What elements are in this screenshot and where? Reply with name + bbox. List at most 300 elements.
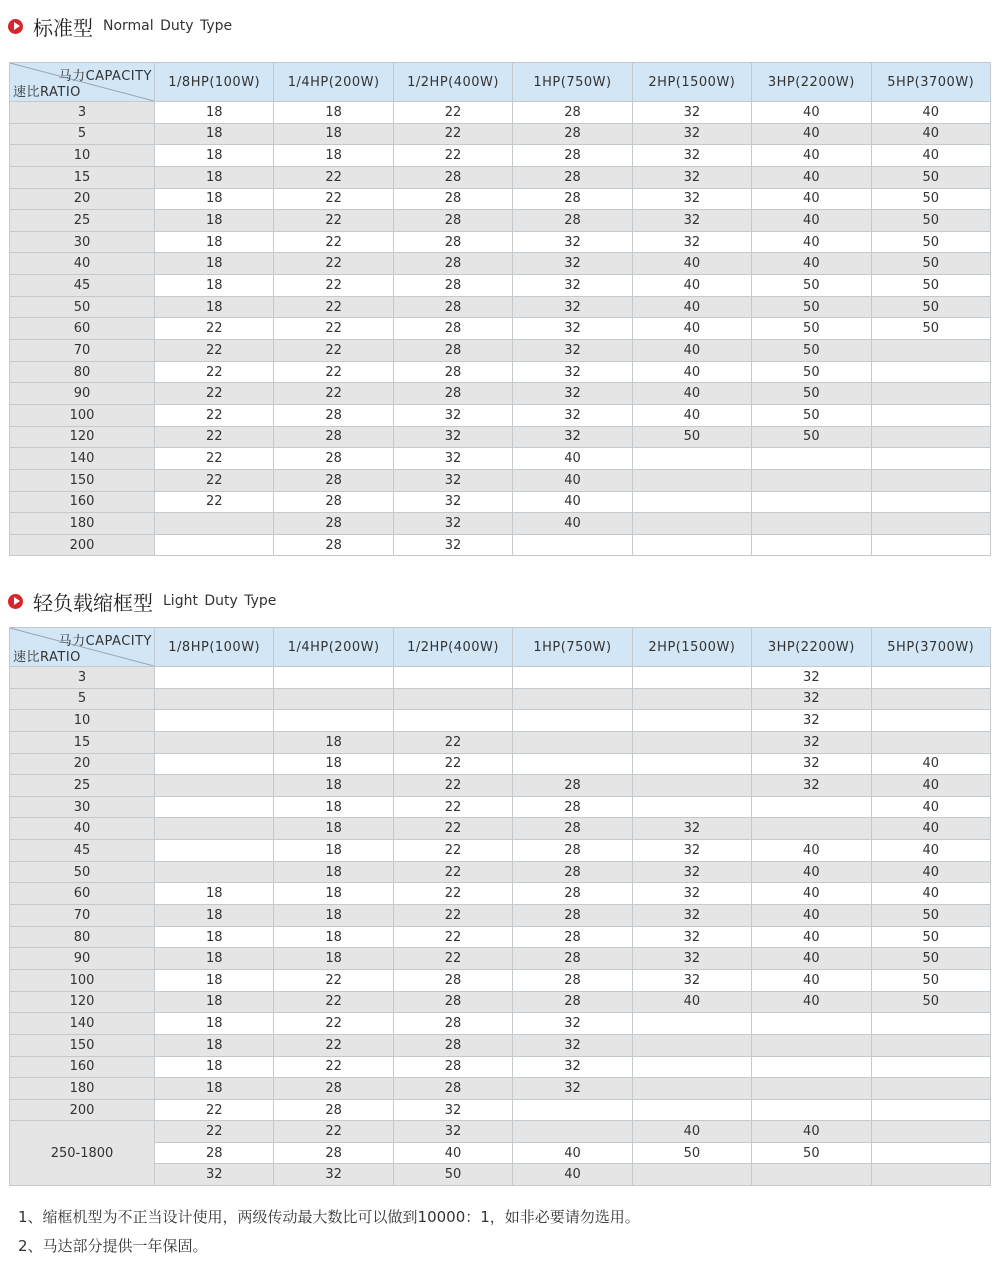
value-cell: 32	[393, 513, 512, 535]
value-cell: 22	[155, 1099, 274, 1121]
table-row	[10, 1056, 991, 1078]
value-cell	[752, 1034, 871, 1056]
value-cell: 50	[752, 296, 871, 318]
value-cell: 40	[871, 818, 990, 840]
table-row	[10, 513, 991, 535]
value-cell	[632, 688, 751, 710]
value-cell: 28	[274, 404, 393, 426]
value-cell: 18	[274, 145, 393, 167]
value-cell	[752, 1078, 871, 1100]
value-cell: 22	[274, 340, 393, 362]
table-row	[10, 534, 991, 556]
value-cell: 50	[752, 1142, 871, 1163]
value-cell	[393, 688, 512, 710]
value-cell: 18	[274, 775, 393, 797]
value-cell: 40	[632, 340, 751, 362]
value-cell	[155, 775, 274, 797]
value-cell: 22	[274, 296, 393, 318]
value-cell: 50	[871, 905, 990, 927]
value-cell: 32	[274, 1164, 393, 1185]
table-row	[10, 253, 991, 275]
value-cell: 50	[752, 426, 871, 448]
value-cell	[871, 710, 990, 732]
ratio-cell: 180	[10, 1078, 155, 1100]
ratio-cell: 90	[10, 383, 155, 405]
value-cell: 40	[632, 1121, 751, 1142]
light-duty-heading	[8, 586, 276, 616]
value-cell: 18	[155, 166, 274, 188]
value-cell: 22	[155, 448, 274, 470]
value-cell	[155, 710, 274, 732]
value-cell	[752, 1164, 871, 1185]
value-cell: 18	[274, 861, 393, 883]
table-row	[10, 905, 991, 927]
value-cell: 50	[393, 1164, 512, 1185]
value-cell: 28	[513, 969, 632, 991]
value-cell: 40	[752, 231, 871, 253]
table-row	[10, 1013, 991, 1035]
value-cell: 40	[632, 253, 751, 275]
value-cell: 50	[752, 275, 871, 297]
column-header: 1HP(750W)	[513, 63, 632, 102]
value-cell	[513, 534, 632, 556]
value-cell: 28	[513, 840, 632, 862]
ratio-cell: 80	[10, 361, 155, 383]
value-cell	[871, 667, 990, 689]
value-cell: 18	[274, 926, 393, 948]
ratio-cell: 70	[10, 905, 155, 927]
table-row	[10, 861, 991, 883]
value-cell: 40	[871, 102, 990, 124]
value-cell: 40	[752, 861, 871, 883]
value-cell: 28	[155, 1142, 274, 1163]
ratio-cell: 10	[10, 145, 155, 167]
value-cell: 28	[513, 188, 632, 210]
value-cell	[871, 383, 990, 405]
value-cell: 28	[513, 775, 632, 797]
footnote-1: 1、缩框机型为不正当设计使用，两级传动最大数比可以做到10000：1，如非必要请勿选用。	[18, 1208, 640, 1226]
value-cell: 32	[632, 231, 751, 253]
value-cell	[632, 1078, 751, 1100]
value-cell: 40	[513, 513, 632, 535]
ratio-cell: 120	[10, 426, 155, 448]
ratio-cell: 3	[10, 102, 155, 124]
value-cell: 18	[155, 905, 274, 927]
corner-header	[10, 628, 155, 667]
column-header: 3HP(2200W)	[752, 628, 871, 667]
value-cell: 32	[752, 688, 871, 710]
value-cell: 22	[155, 1121, 274, 1142]
value-cell: 18	[155, 1034, 274, 1056]
table-row	[10, 710, 991, 732]
capacity-label: 马力CAPACITY	[58, 634, 152, 649]
value-cell	[752, 491, 871, 513]
table-row	[10, 883, 991, 905]
value-cell: 18	[274, 102, 393, 124]
ratio-cell: 60	[10, 318, 155, 340]
value-cell: 50	[871, 991, 990, 1013]
value-cell: 28	[274, 534, 393, 556]
normal-title-en: Normal Duty Type	[103, 18, 233, 34]
value-cell: 28	[393, 318, 512, 340]
value-cell	[752, 1099, 871, 1121]
column-header: 1/8HP(100W)	[155, 63, 274, 102]
value-cell	[513, 1099, 632, 1121]
value-cell: 22	[155, 383, 274, 405]
value-cell: 50	[871, 969, 990, 991]
value-cell: 22	[274, 166, 393, 188]
ratio-cell: 3	[10, 667, 155, 689]
value-cell: 22	[274, 991, 393, 1013]
value-cell: 40	[752, 253, 871, 275]
ratio-cell: 150	[10, 469, 155, 491]
ratio-cell: 100	[10, 404, 155, 426]
column-header: 1/2HP(400W)	[393, 628, 512, 667]
value-cell: 18	[274, 123, 393, 145]
normal-duty-heading	[8, 11, 232, 41]
value-cell: 32	[632, 188, 751, 210]
value-cell	[871, 1164, 990, 1185]
table-row	[10, 318, 991, 340]
value-cell	[155, 513, 274, 535]
value-cell: 28	[274, 426, 393, 448]
value-cell: 40	[513, 448, 632, 470]
value-cell: 28	[274, 1099, 393, 1121]
value-cell: 28	[513, 926, 632, 948]
value-cell	[752, 513, 871, 535]
value-cell: 32	[513, 318, 632, 340]
value-cell	[752, 818, 871, 840]
ratio-cell: 25	[10, 210, 155, 232]
ratio-cell: 40	[10, 253, 155, 275]
value-cell: 22	[155, 361, 274, 383]
play-bullet-icon	[8, 594, 23, 609]
value-cell	[752, 1056, 871, 1078]
value-cell: 32	[632, 861, 751, 883]
value-cell: 40	[632, 991, 751, 1013]
value-cell	[513, 667, 632, 689]
value-cell: 28	[513, 905, 632, 927]
value-cell: 40	[871, 123, 990, 145]
table-row	[10, 991, 991, 1013]
value-cell: 40	[632, 404, 751, 426]
value-cell: 28	[393, 383, 512, 405]
value-cell: 50	[871, 318, 990, 340]
value-cell: 32	[393, 469, 512, 491]
value-cell: 32	[393, 491, 512, 513]
value-cell: 18	[155, 102, 274, 124]
value-cell	[871, 340, 990, 362]
value-cell: 18	[274, 796, 393, 818]
table-row	[10, 426, 991, 448]
value-cell: 18	[155, 210, 274, 232]
value-cell: 40	[752, 991, 871, 1013]
value-cell: 18	[155, 275, 274, 297]
column-header: 1/4HP(200W)	[274, 63, 393, 102]
value-cell	[393, 710, 512, 732]
value-cell: 18	[155, 188, 274, 210]
table-row	[10, 383, 991, 405]
value-cell: 32	[513, 426, 632, 448]
value-cell: 28	[393, 275, 512, 297]
value-cell: 22	[274, 318, 393, 340]
value-cell: 28	[513, 948, 632, 970]
ratio-cell: 30	[10, 231, 155, 253]
ratio-cell: 70	[10, 340, 155, 362]
value-cell: 22	[393, 883, 512, 905]
value-cell: 40	[393, 1142, 512, 1163]
value-cell: 22	[155, 491, 274, 513]
value-cell	[632, 469, 751, 491]
value-cell	[871, 1034, 990, 1056]
ratio-cell: 25	[10, 775, 155, 797]
value-cell: 32	[513, 340, 632, 362]
value-cell	[871, 1142, 990, 1163]
column-header: 5HP(3700W)	[871, 628, 990, 667]
value-cell: 40	[752, 905, 871, 927]
light-duty-table	[9, 627, 991, 1186]
value-cell: 18	[155, 969, 274, 991]
value-cell	[155, 688, 274, 710]
value-cell: 32	[632, 905, 751, 927]
footnotes	[18, 1203, 640, 1261]
value-cell: 40	[513, 491, 632, 513]
value-cell: 32	[393, 448, 512, 470]
value-cell: 40	[513, 1164, 632, 1185]
value-cell	[871, 1078, 990, 1100]
value-cell: 32	[393, 404, 512, 426]
ratio-cell: 30	[10, 796, 155, 818]
value-cell: 28	[393, 969, 512, 991]
value-cell: 28	[393, 296, 512, 318]
value-cell	[632, 448, 751, 470]
ratio-cell: 40	[10, 818, 155, 840]
value-cell: 22	[274, 361, 393, 383]
ratio-cell: 200	[10, 1099, 155, 1121]
ratio-cell: 160	[10, 491, 155, 513]
value-cell: 28	[393, 210, 512, 232]
value-cell: 50	[871, 948, 990, 970]
value-cell	[513, 753, 632, 775]
value-cell: 40	[752, 188, 871, 210]
value-cell: 18	[274, 948, 393, 970]
value-cell: 40	[871, 796, 990, 818]
value-cell	[632, 491, 751, 513]
value-cell	[871, 469, 990, 491]
value-cell	[632, 534, 751, 556]
value-cell	[632, 1013, 751, 1035]
value-cell: 32	[513, 383, 632, 405]
value-cell: 22	[393, 102, 512, 124]
table-row	[10, 926, 991, 948]
table-row	[10, 404, 991, 426]
value-cell: 22	[274, 231, 393, 253]
value-cell: 32	[752, 775, 871, 797]
table-row	[10, 275, 991, 297]
value-cell: 22	[274, 275, 393, 297]
ratio-cell: 120	[10, 991, 155, 1013]
value-cell	[155, 731, 274, 753]
value-cell	[871, 426, 990, 448]
value-cell	[632, 710, 751, 732]
value-cell: 28	[274, 491, 393, 513]
value-cell: 40	[632, 361, 751, 383]
value-cell: 22	[393, 731, 512, 753]
value-cell	[513, 1121, 632, 1142]
table-row	[10, 948, 991, 970]
value-cell	[632, 775, 751, 797]
column-header: 2HP(1500W)	[632, 628, 751, 667]
table-row	[10, 145, 991, 167]
value-cell: 32	[393, 534, 512, 556]
value-cell	[871, 361, 990, 383]
value-cell: 32	[632, 840, 751, 862]
value-cell: 28	[393, 1078, 512, 1100]
table-row	[10, 1099, 991, 1121]
ratio-cell: 250-1800	[10, 1121, 155, 1185]
value-cell: 22	[155, 318, 274, 340]
ratio-cell: 5	[10, 688, 155, 710]
value-cell: 28	[274, 448, 393, 470]
table-row	[10, 361, 991, 383]
table-row	[10, 1034, 991, 1056]
value-cell: 32	[513, 1078, 632, 1100]
value-cell: 18	[274, 883, 393, 905]
value-cell: 28	[513, 861, 632, 883]
value-cell: 32	[752, 731, 871, 753]
value-cell: 50	[752, 361, 871, 383]
value-cell	[871, 1056, 990, 1078]
corner-header	[10, 63, 155, 102]
value-cell: 40	[632, 318, 751, 340]
value-cell: 22	[393, 861, 512, 883]
value-cell: 32	[513, 404, 632, 426]
value-cell: 22	[274, 1056, 393, 1078]
footnote-2: 2、马达部分提供一年保固。	[18, 1237, 208, 1255]
ratio-cell: 140	[10, 448, 155, 470]
value-cell: 40	[752, 166, 871, 188]
value-cell: 40	[871, 145, 990, 167]
value-cell: 40	[871, 753, 990, 775]
value-cell: 40	[752, 123, 871, 145]
value-cell: 22	[393, 145, 512, 167]
value-cell: 32	[632, 102, 751, 124]
value-cell: 50	[871, 210, 990, 232]
ratio-cell: 5	[10, 123, 155, 145]
value-cell: 50	[871, 253, 990, 275]
ratio-cell: 90	[10, 948, 155, 970]
ratio-cell: 50	[10, 296, 155, 318]
table-row	[10, 840, 991, 862]
table-row	[10, 731, 991, 753]
ratio-cell: 180	[10, 513, 155, 535]
table-row	[10, 688, 991, 710]
value-cell: 50	[871, 926, 990, 948]
value-cell: 40	[752, 926, 871, 948]
value-cell	[155, 840, 274, 862]
value-cell: 50	[752, 383, 871, 405]
value-cell	[871, 448, 990, 470]
value-cell: 28	[274, 469, 393, 491]
value-cell: 40	[871, 861, 990, 883]
normal-duty-table	[9, 62, 991, 556]
table-row	[10, 1121, 991, 1142]
ratio-label: 速比RATIO	[13, 85, 81, 100]
value-cell: 32	[513, 361, 632, 383]
value-cell	[393, 667, 512, 689]
value-cell: 32	[513, 253, 632, 275]
table-row	[10, 969, 991, 991]
value-cell	[632, 796, 751, 818]
table-row	[10, 1142, 991, 1163]
value-cell: 28	[513, 123, 632, 145]
value-cell	[632, 1056, 751, 1078]
ratio-cell: 160	[10, 1056, 155, 1078]
value-cell	[155, 818, 274, 840]
value-cell: 50	[752, 318, 871, 340]
value-cell	[632, 731, 751, 753]
ratio-cell: 45	[10, 840, 155, 862]
value-cell: 50	[632, 426, 751, 448]
value-cell: 40	[871, 883, 990, 905]
value-cell: 32	[632, 818, 751, 840]
value-cell: 28	[393, 231, 512, 253]
table-row	[10, 469, 991, 491]
normal-title-cn: 标准型	[33, 15, 93, 40]
value-cell: 32	[393, 426, 512, 448]
value-cell: 18	[274, 905, 393, 927]
value-cell: 40	[752, 145, 871, 167]
value-cell: 40	[513, 469, 632, 491]
value-cell: 32	[632, 948, 751, 970]
value-cell: 50	[871, 231, 990, 253]
value-cell: 28	[513, 145, 632, 167]
value-cell: 18	[155, 296, 274, 318]
value-cell: 28	[393, 1034, 512, 1056]
table-row	[10, 340, 991, 362]
value-cell: 32	[632, 926, 751, 948]
value-cell: 28	[393, 361, 512, 383]
column-header: 3HP(2200W)	[752, 63, 871, 102]
table-row	[10, 667, 991, 689]
value-cell: 22	[393, 926, 512, 948]
column-header: 5HP(3700W)	[871, 63, 990, 102]
value-cell: 28	[274, 1078, 393, 1100]
value-cell: 22	[393, 796, 512, 818]
value-cell: 32	[632, 210, 751, 232]
value-cell: 32	[513, 1034, 632, 1056]
value-cell	[274, 710, 393, 732]
value-cell	[274, 688, 393, 710]
value-cell: 22	[274, 188, 393, 210]
ratio-cell: 20	[10, 753, 155, 775]
ratio-label: 速比RATIO	[13, 650, 81, 665]
value-cell	[871, 731, 990, 753]
value-cell: 18	[155, 145, 274, 167]
value-cell	[632, 667, 751, 689]
value-cell: 22	[274, 969, 393, 991]
light-title-en: Light Duty Type	[163, 593, 277, 609]
value-cell	[155, 861, 274, 883]
value-cell: 18	[155, 991, 274, 1013]
value-cell: 32	[393, 1121, 512, 1142]
value-cell: 22	[274, 1034, 393, 1056]
value-cell	[871, 1013, 990, 1035]
value-cell: 28	[274, 1142, 393, 1163]
value-cell	[871, 1099, 990, 1121]
value-cell	[513, 731, 632, 753]
value-cell: 32	[632, 123, 751, 145]
